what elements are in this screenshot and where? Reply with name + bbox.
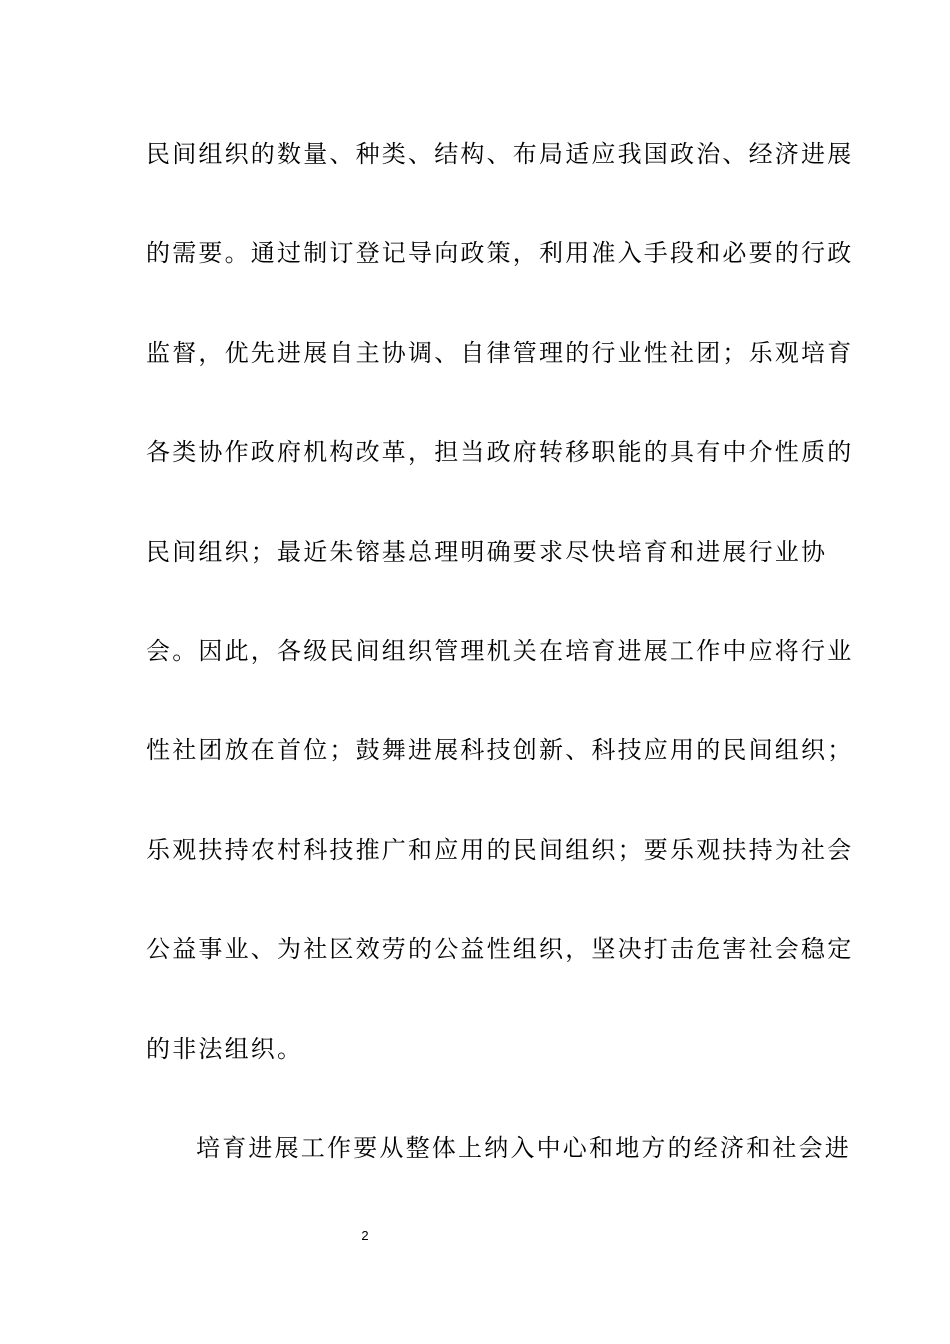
text-line: 民间组织；最近朱镕基总理明确要求尽快培育和进展行业协 — [146, 537, 828, 566]
text-line: 各类协作政府机构改革，担当政府转移职能的具有中介性质的 — [146, 438, 854, 467]
text-line: 性社团放在首位；鼓舞进展科技创新、科技应用的民间组织； — [146, 736, 854, 765]
text-line: 的非法组织。 — [146, 1034, 304, 1063]
body-text — [146, 128, 854, 1221]
text-line: 监督，优先进展自主协调、自律管理的行业性社团；乐观培育 — [146, 338, 854, 367]
paragraph-start-line: 培育进展工作要从整体上纳入中心和地方的经济和社会进 — [196, 1133, 851, 1162]
text-line: 乐观扶持农村科技推广和应用的民间组织；要乐观扶持为社会 — [146, 835, 854, 864]
text-line: 的需要。通过制订登记导向政策，利用准入手段和必要的行政 — [146, 239, 854, 268]
text-line: 民间组织的数量、种类、结构、布局适应我国政治、经济进展 — [146, 140, 854, 168]
text-line: 公益事业、为社区效劳的公益性组织，坚决打击危害社会稳定 — [146, 935, 854, 964]
text-line: 会。因此，各级民间组织管理机关在培育进展工作中应将行业 — [146, 636, 854, 665]
page-number: 2 — [361, 1228, 369, 1243]
